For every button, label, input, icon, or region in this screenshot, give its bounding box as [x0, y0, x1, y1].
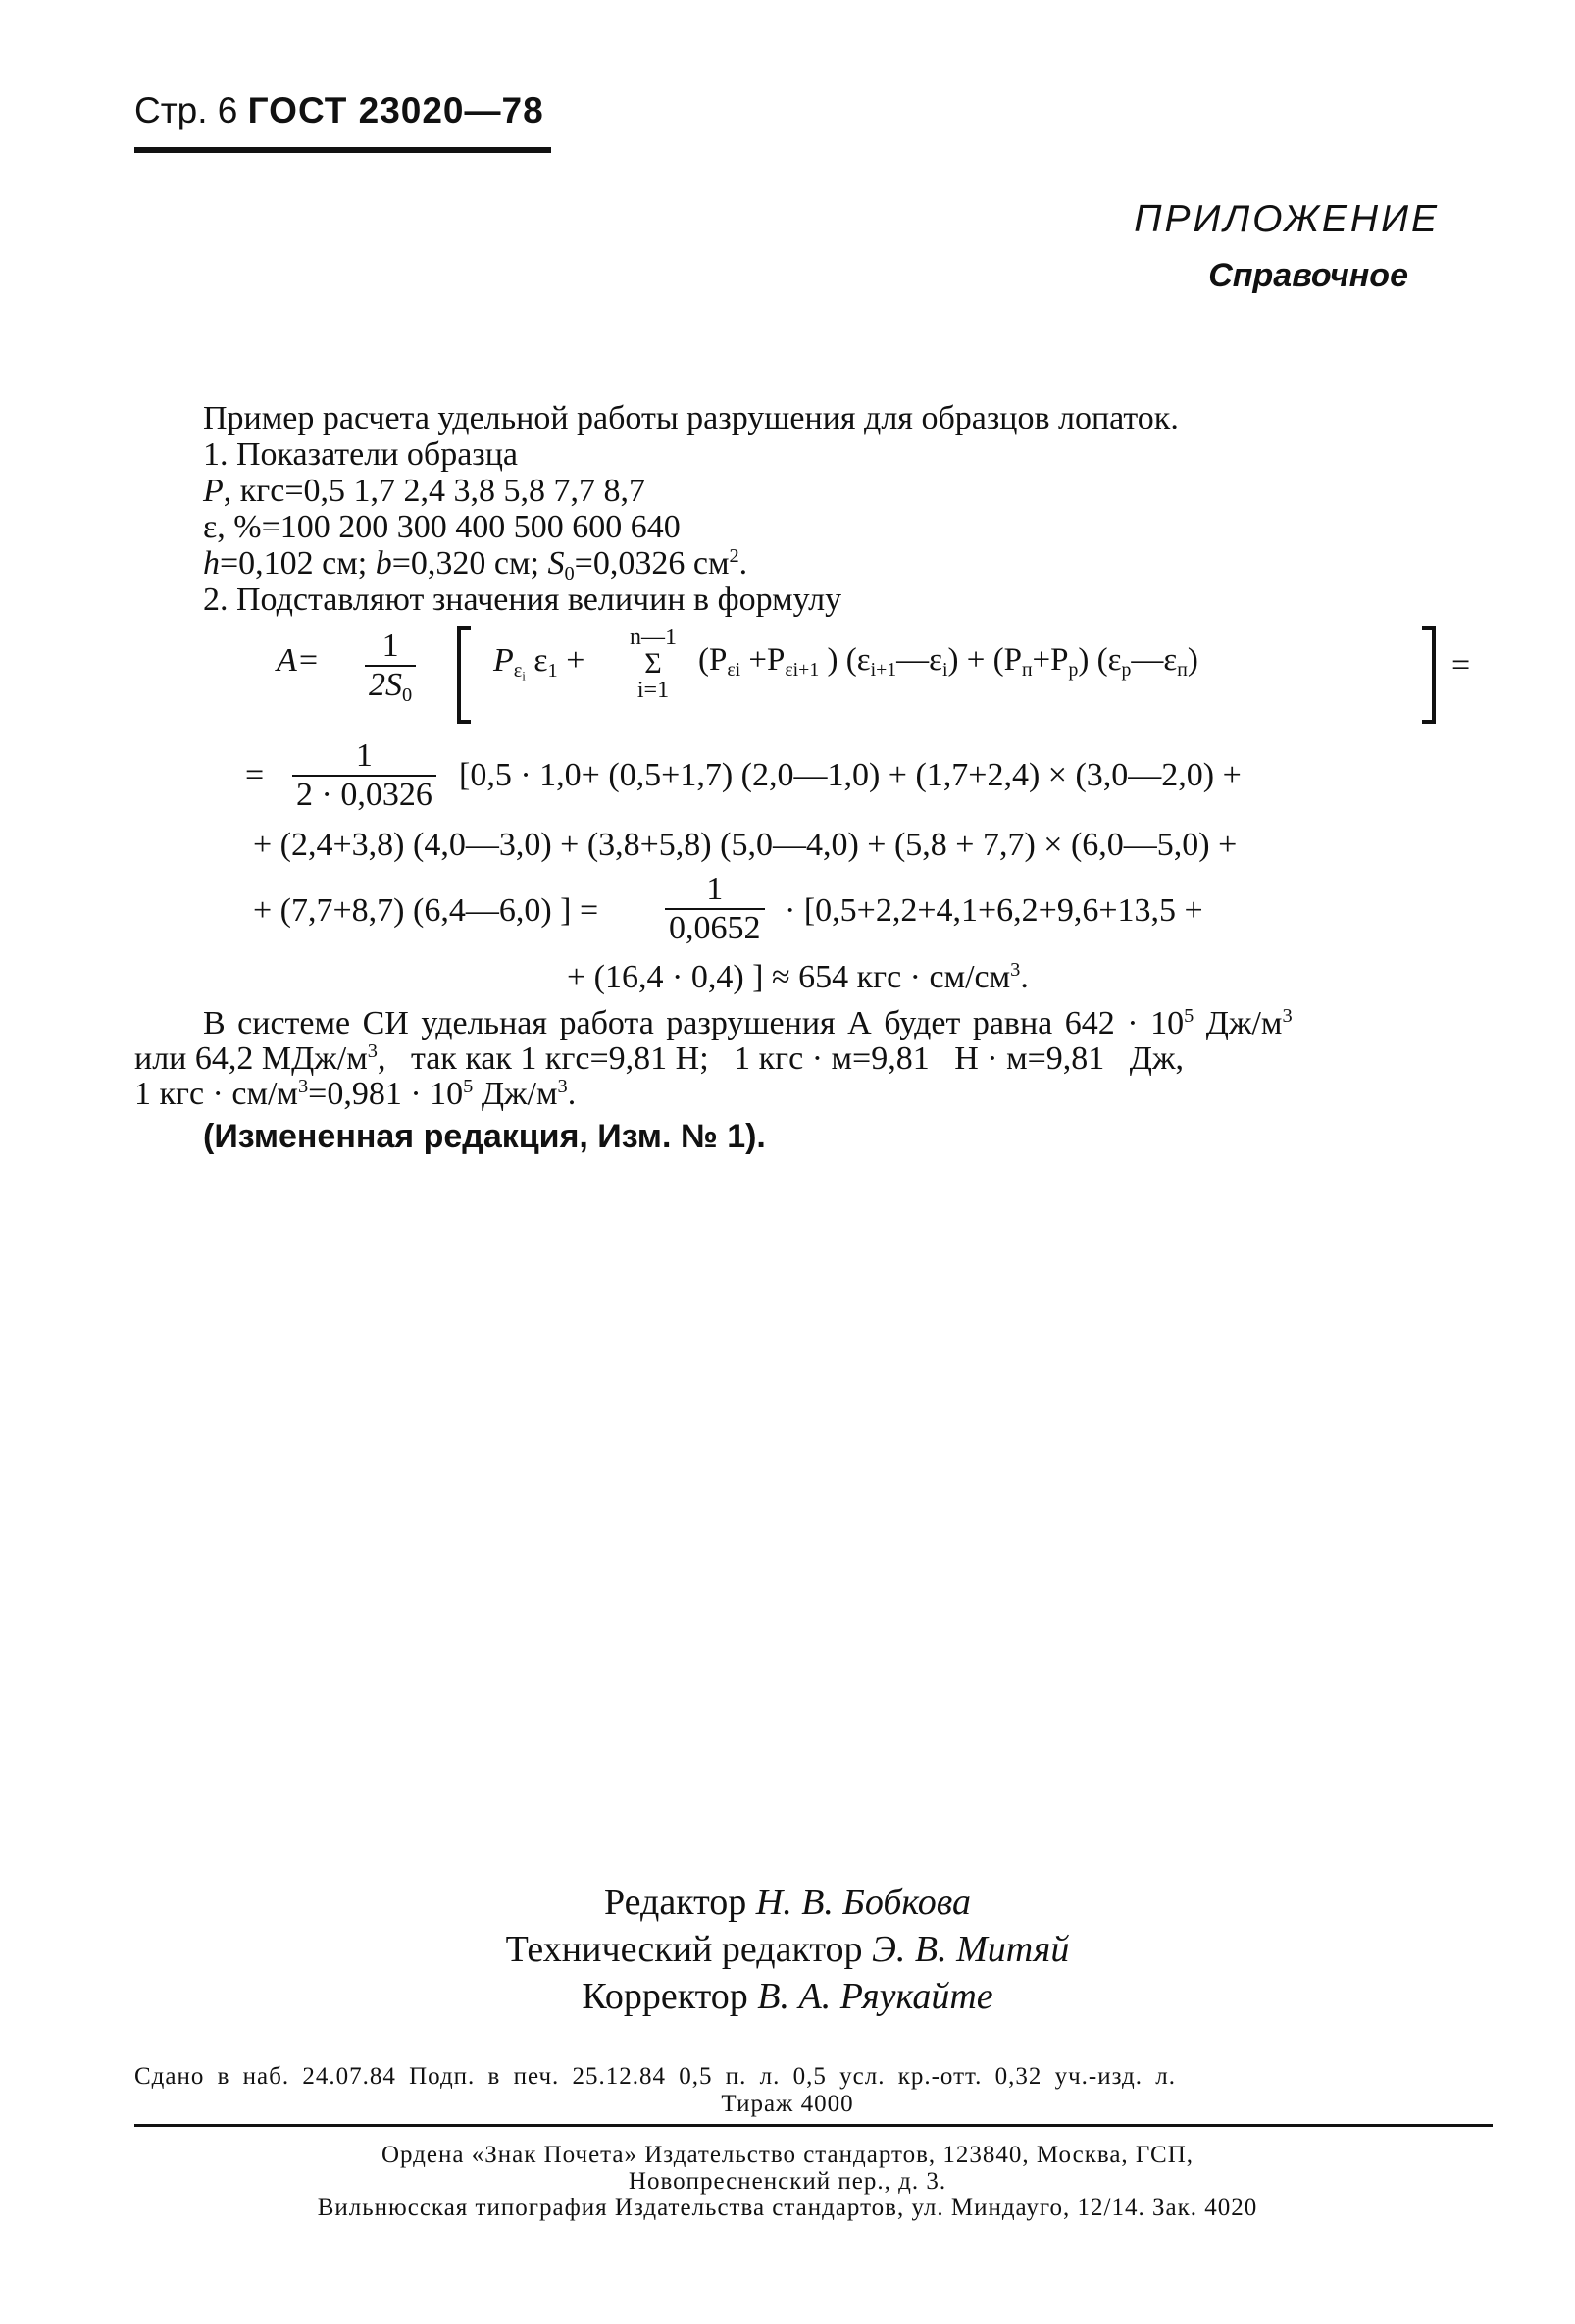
formula-line4-rest: · [0,5+2,2+4,1+6,2+9,6+13,5 +	[785, 892, 1203, 929]
si-line1	[203, 1004, 1293, 1041]
frac1-den-text: 2S	[369, 667, 402, 703]
frac3-numerator: 1	[706, 871, 724, 907]
sum-sub-1: εi	[727, 658, 741, 681]
sigma-lower-limit: i=1	[636, 678, 670, 703]
sum-part-2: +P	[740, 642, 786, 678]
amendment-note: (Измененная редакция, Изм. № 1).	[203, 1118, 766, 1155]
signer-tech-editor	[0, 1928, 1575, 1971]
formula-frac2	[292, 737, 436, 814]
right-bracket	[1422, 626, 1436, 724]
signer-corrector-name: В. А. Ряукайте	[757, 1976, 993, 2017]
si-line3-tail: Дж/м	[473, 1076, 558, 1112]
term-eps-sub: 1	[547, 660, 558, 682]
formula-main	[277, 642, 320, 680]
signer-editor-name: Н. В. Бобкова	[755, 1882, 971, 1923]
line5-text: + (16,4 · 0,4) ] ≈ 654 кгс · см/см	[567, 959, 1011, 995]
frac1-den-sub: 0	[402, 684, 413, 707]
si-line2-sup: 3	[367, 1039, 378, 1062]
term-p: P	[493, 642, 514, 679]
sum-part-9: )	[1187, 642, 1198, 678]
signer-editor-role: Редактор	[603, 1882, 747, 1923]
h-symbol: h	[203, 545, 220, 581]
si-line2-tail: , так как 1 кгс=9,81 Н; 1 кгс · м=9,81 Н · м=9,81 Дж,	[377, 1040, 1184, 1077]
sum-sub-8: п	[1177, 658, 1188, 681]
p-values: , кгс=0,5 1,7 2,4 3,8 5,8 7,7 8,7	[223, 473, 646, 509]
frac1-denominator	[365, 665, 416, 707]
b-value: =0,320 см;	[391, 545, 539, 581]
sum-part-1: (P	[698, 642, 728, 678]
left-bracket	[457, 626, 471, 724]
signer-tech-editor-role: Технический редактор	[505, 1929, 863, 1970]
formula-sum-body	[698, 642, 1198, 679]
eps-symbol: ε	[203, 509, 218, 545]
sum-sub-4: i	[941, 658, 948, 681]
imprint-line1: Сдано в наб. 24.07.84 Подп. в печ. 25.12.84 0,5 п. л. 0,5 усл. кр.-отт. 0,32 уч.-изд. л.	[134, 2063, 1176, 2090]
si-line2-text: или 64,2 МДж/м	[134, 1040, 368, 1077]
sum-sub-3: i+1	[870, 658, 897, 681]
item-1: 1. Показатели образца	[203, 436, 519, 473]
formula-line4-start: + (7,7+8,7) (6,4—6,0) ] =	[253, 892, 599, 929]
s-value: =0,0326 см	[574, 545, 730, 581]
p-symbol: P	[203, 473, 224, 509]
formula-frac3	[665, 871, 765, 947]
s-superscript: 2	[729, 544, 739, 567]
s-tail: .	[738, 545, 748, 581]
term-plus: +	[566, 642, 585, 679]
imprint-line5: Вильнюсская типография Издательства стандартов, ул. Миндауго, 12/14. Зак. 4020	[317, 2195, 1258, 2221]
intro-text: Пример расчета удельной работы разрушения для образцов лопаток.	[203, 400, 1179, 436]
strain-values	[203, 511, 681, 544]
term-p-sub: ε	[513, 660, 523, 682]
formula-frac1	[365, 628, 416, 707]
dimensions	[203, 544, 748, 585]
formula-line3: + (2,4+3,8) (4,0—3,0) + (3,8+5,8) (5,0—4,0) + (5,8 + 7,7) × (6,0—5,0) +	[253, 827, 1238, 863]
formula-line5	[567, 959, 1029, 996]
sum-part-6: +P	[1032, 642, 1069, 678]
si-line1-sup2: 3	[1282, 1004, 1293, 1027]
si-line3	[134, 1075, 577, 1112]
formula-lhs: A=	[277, 642, 320, 679]
header-rule	[134, 147, 551, 153]
frac2-numerator: 1	[355, 737, 373, 774]
eps-values: , %=100 200 300 400 500 600 640	[217, 509, 681, 545]
appendix-title: ПРИЛОЖЕНИЕ	[1134, 198, 1440, 240]
formula-eq-tail: =	[1451, 647, 1471, 683]
line5-tail: .	[1020, 959, 1029, 995]
si-line1-sup: 5	[1184, 1004, 1194, 1027]
h-value: =0,102 см;	[220, 545, 368, 581]
s-subscript: 0	[564, 563, 575, 585]
signer-tech-editor-name: Э. В. Митяй	[872, 1929, 1070, 1970]
s-symbol: S	[547, 545, 565, 581]
signer-corrector	[0, 1975, 1575, 2018]
page-header	[134, 90, 544, 131]
si-line2	[134, 1039, 1184, 1077]
signer-corrector-role: Корректор	[582, 1976, 748, 2017]
sum-part-3: ) (ε	[819, 642, 871, 678]
si-line3-sup3: 3	[557, 1075, 568, 1097]
term-eps: ε	[533, 642, 548, 679]
si-line3-sup: 3	[297, 1075, 309, 1097]
gost-number: ГОСТ 23020—78	[247, 90, 544, 130]
sum-sub-5: п	[1021, 658, 1033, 681]
summation	[624, 626, 683, 702]
sum-sub-6: р	[1068, 658, 1079, 681]
sum-sub-2: εi+1	[785, 658, 820, 681]
page-number: Стр. 6	[134, 90, 238, 130]
item-2: 2. Подставляют значения величин в формулу	[203, 581, 842, 618]
sum-part-4: —ε	[896, 642, 942, 678]
imprint-line2: Тираж 4000	[721, 2091, 854, 2117]
line5-sup: 3	[1010, 958, 1021, 981]
term-p-sub2: i	[522, 669, 526, 683]
si-line1-tail: Дж/м	[1194, 1005, 1283, 1041]
appendix-subtitle: Справочное	[1208, 257, 1408, 294]
imprint-line4: Новопресненский пер., д. 3.	[628, 2168, 947, 2195]
sum-part-7: ) (ε	[1078, 642, 1122, 678]
sum-part-8: —ε	[1131, 642, 1178, 678]
formula-first-term	[493, 642, 585, 683]
b-symbol: b	[375, 545, 392, 581]
frac2-denominator: 2 · 0,0326	[292, 775, 436, 814]
load-values	[203, 475, 645, 508]
imprint-rule	[134, 2124, 1493, 2127]
si-line3-text: 1 кгс · см/м	[134, 1076, 298, 1112]
si-line3-mid: =0,981 · 10	[308, 1076, 464, 1112]
frac1-numerator: 1	[381, 628, 399, 664]
sum-part-5: ) + (P	[947, 642, 1022, 678]
sigma-upper-limit: n—1	[630, 625, 677, 650]
signer-editor	[0, 1881, 1575, 1924]
si-line3-sup2: 5	[463, 1075, 474, 1097]
frac3-denominator: 0,0652	[665, 908, 765, 947]
si-line3-end: .	[567, 1076, 577, 1112]
sigma-symbol: Σ	[644, 647, 662, 680]
si-line1-text: В системе СИ удельная работа разрушения А будет равна 642 · 10	[203, 1005, 1185, 1041]
formula-line2: [0,5 · 1,0+ (0,5+1,7) (2,0—1,0) + (1,7+2,4) × (3,0—2,0) +	[459, 757, 1242, 793]
line2-eq: =	[245, 757, 265, 793]
sum-sub-7: р	[1121, 658, 1132, 681]
imprint-line3: Ордена «Знак Почета» Издательство стандартов, 123840, Москва, ГСП,	[381, 2142, 1194, 2168]
